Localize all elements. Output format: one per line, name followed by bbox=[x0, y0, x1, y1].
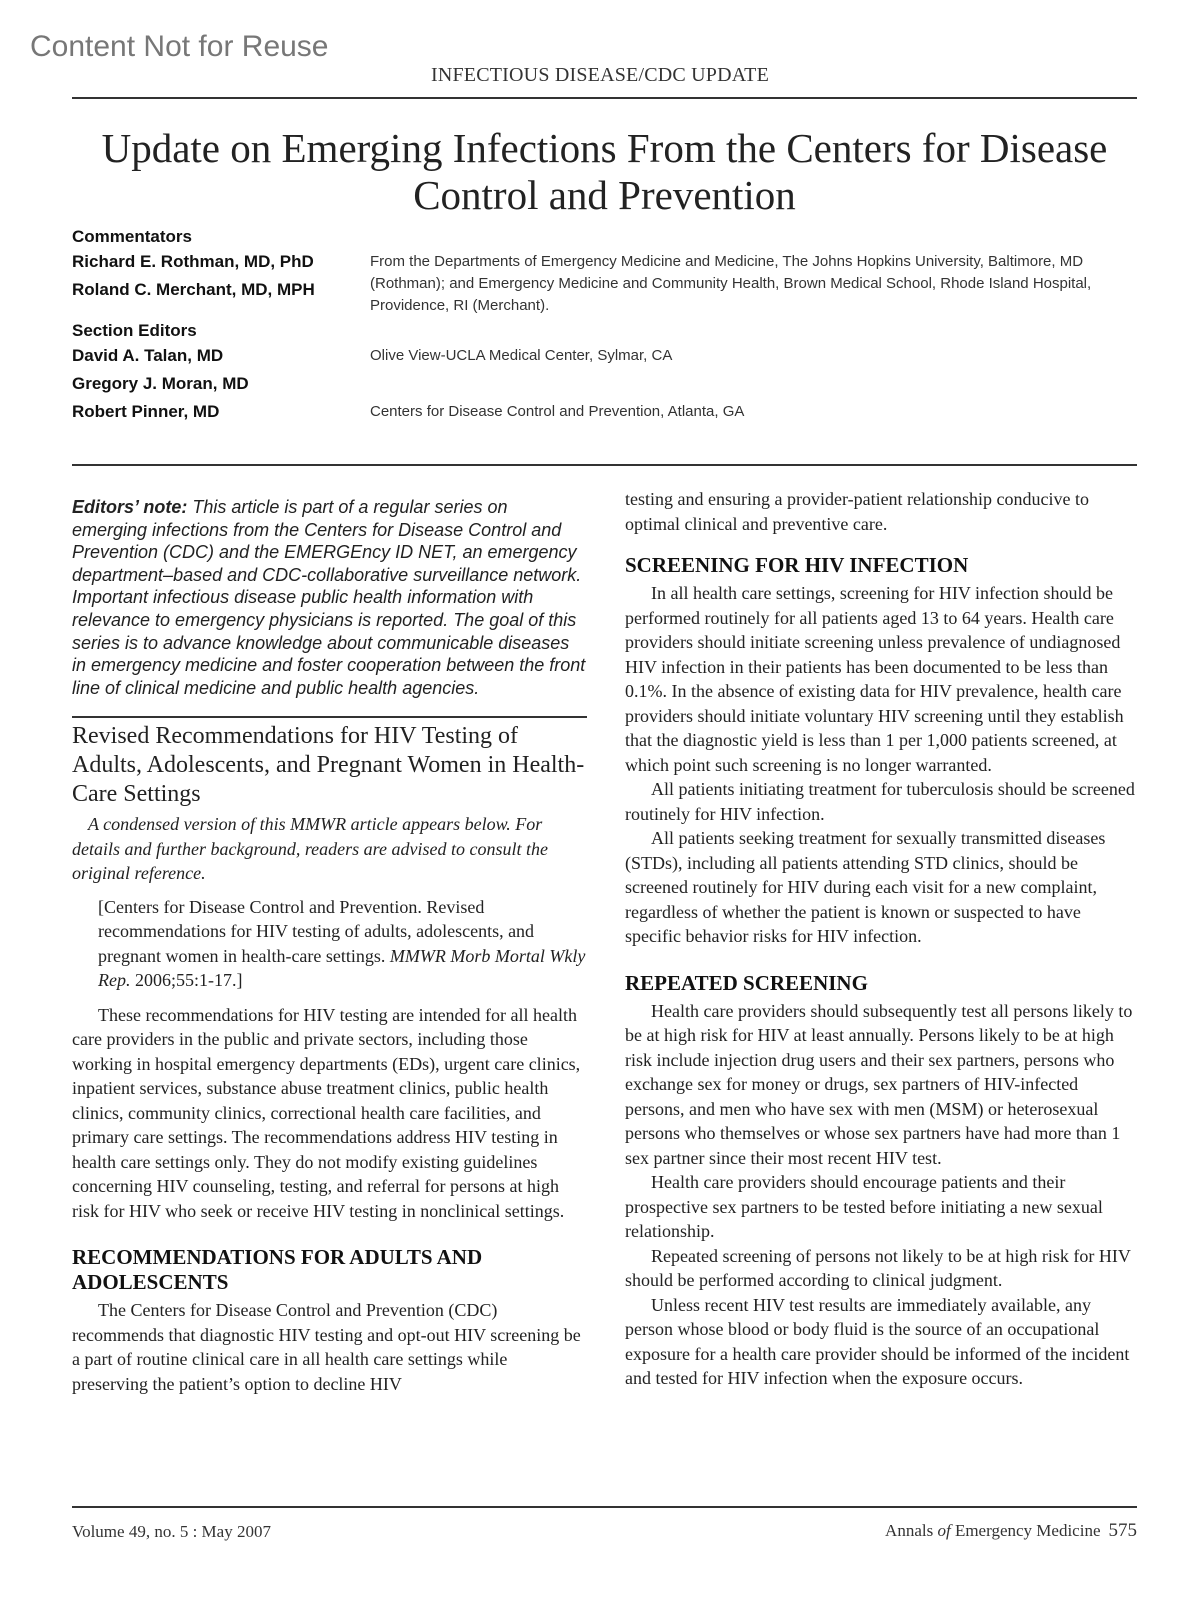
commentator-name: Roland C. Merchant, MD, MPH bbox=[72, 280, 315, 299]
citation-suffix: 2006;55:1-17.] bbox=[130, 970, 243, 991]
citation bbox=[72, 895, 587, 993]
article-title: Revised Recommendations for HIV Testing of Adults, Adolescents, and Pregnant Women in Health-Care Settings bbox=[72, 723, 585, 808]
left-column bbox=[72, 496, 587, 1396]
repeated-paragraph-1: Health care providers should subsequently test all persons likely to be at high risk for HIV at least annually. Persons likely to be at high risk include injection drug users and their sex partners, persons who exchange sex for money or drugs, sex partners of HIV-infected persons, and men who have sex with men (MSM) or heterosexual persons who themselves or whose sex partners have had more than 1 sex partner since their most recent HIV test. bbox=[625, 1000, 1133, 1168]
credits-rule bbox=[72, 464, 1137, 466]
commentators-row bbox=[72, 248, 1137, 314]
footer-rule bbox=[72, 1506, 1137, 1508]
commentator-name: Richard E. Rothman, MD, PhD bbox=[72, 252, 314, 271]
repeated-paragraph-3: Repeated screening of persons not likely to be at high risk for HIV should be performed according to clinical judgment. bbox=[625, 1245, 1131, 1290]
page-number: 575 bbox=[1108, 1520, 1137, 1541]
editors-note bbox=[72, 496, 587, 699]
credits-block bbox=[72, 226, 1137, 426]
section-editors-affiliation-2: Centers for Disease Control and Prevention, Atlanta, GA bbox=[370, 403, 745, 420]
footer-journal-pre: Annals bbox=[885, 1521, 938, 1540]
section-editor-name: Gregory J. Moran, MD bbox=[72, 374, 249, 393]
citation-journal: MMWR Morb Mortal Wkly Rep. bbox=[98, 945, 586, 991]
screening-paragraph-2: All patients initiating treatment for tuberculosis should be screened routinely for HIV infection. bbox=[625, 779, 1135, 824]
running-head: INFECTIOUS DISEASE/CDC UPDATE bbox=[430, 64, 770, 86]
section-editors-row bbox=[72, 342, 1137, 426]
footer-journal-of: of bbox=[937, 1521, 951, 1540]
footer-volume: Volume 49, no. 5 : May 2007 bbox=[72, 1522, 271, 1541]
editors-note-text: This article is part of a regular series on emerging infections from the Centers for Disease Control and Prevention (CDC) and the EMERGEncy ID NET, an emergency department–based and CDC-collaborative surveillance network. Important infectious disease public health information with relevance to emergency physicians is reported. The goal of this series is to advance knowledge about communicable diseases in emergency medicine and foster cooperation between the front line of clinical medicine and public health agencies. bbox=[72, 497, 586, 698]
editors-note-label: Editors’ note: bbox=[72, 497, 188, 517]
condensed-note: A condensed version of this MMWR article appears below. For details and further background, readers are advised to consult the original reference. bbox=[72, 814, 548, 884]
adults-paragraph: The Centers for Disease Control and Prevention (CDC) recommends that diagnostic HIV testing and opt-out HIV screening be a part of routine clinical care in all health care settings while preserving the patient’s option to decline HIV bbox=[72, 1300, 581, 1394]
section-editors-affiliation-1: Olive View-UCLA Medical Center, Sylmar, CA bbox=[370, 347, 673, 364]
article-main-title: Update on Emerging Infections From the Centers for Disease Control and Prevention bbox=[101, 125, 1108, 218]
section-editor-name: Robert Pinner, MD bbox=[72, 402, 220, 421]
section-heading-repeated: REPEATED SCREENING bbox=[625, 970, 868, 995]
repeated-paragraph-2: Health care providers should encourage patients and their prospective sex partners to be tested before initiating a new sexual relationship. bbox=[625, 1172, 1103, 1241]
commentators-affiliation: From the Departments of Emergency Medicine and Medicine, The Johns Hopkins University, Baltimore, MD (Rothman); and Emergency Medicine and Community Health, Brown Medical School, Rhode Island Hospital, Providence, RI (Merchant). bbox=[370, 253, 1092, 314]
header-rule bbox=[72, 97, 1137, 99]
right-column bbox=[625, 489, 1140, 1391]
adults-paragraph-continued: testing and ensuring a provider-patient relationship conducive to optimal clinical and preventive care. bbox=[625, 489, 1090, 534]
citation-prefix: [Centers for Disease Control and Prevention. Revised recommendations for HIV testing of adults, adolescents, and pregnant women in health-care settings. bbox=[98, 896, 535, 966]
repeated-paragraph-4: Unless recent HIV test results are immediately available, any person whose blood or body fluid is the source of an occupational exposure for a health care provider should be informed of the incident and tested for HIV infection when the exposure occurs. bbox=[625, 1294, 1130, 1388]
section-editor-names bbox=[72, 342, 362, 426]
editors-note-rule bbox=[72, 716, 587, 718]
footer-journal-post: Emergency Medicine bbox=[950, 1521, 1101, 1540]
screening-paragraph-3: All patients seeking treatment for sexually transmitted diseases (STDs), including all patients attending STD clinics, should be screened routinely for HIV during each visit for a new complaint, regardless of whether the patient is known or suspected to have specific behavior risks for HIV infection. bbox=[625, 828, 1106, 946]
section-editor-name: David A. Talan, MD bbox=[72, 346, 224, 365]
footer-journal bbox=[885, 1520, 1137, 1542]
commentators-heading: Commentators bbox=[72, 227, 192, 246]
intro-paragraph: These recommendations for HIV testing are intended for all health care providers in the public and private sectors, including those working in hospital emergency departments (EDs), urgent care clinics, inpatient services, substance abuse treatment clinics, public health clinics, community clinics, correctional health care facilities, and primary care settings. The recommendations address HIV testing in health care settings only. They do not modify existing guidelines concerning HIV counseling, testing, and referral for persons at high risk for HIV who seek or receive HIV testing in nonclinical settings. bbox=[72, 1004, 581, 1221]
commentator-names bbox=[72, 248, 362, 304]
section-editors-heading: Section Editors bbox=[72, 321, 197, 340]
screening-paragraph-1: In all health care settings, screening for HIV infection should be performed routinely for all patients aged 13 to 64 years. Health care providers should initiate screening unless prevalence of undiagnosed HIV infection in their patients has been documented to be less than 0.1%. In the absence of existing data for HIV prevalence, health care providers should initiate voluntary HIV screening until they establish that the diagnostic yield is less than 1 per 1,000 patients screened, at which point such screening is no longer warranted. bbox=[625, 583, 1124, 775]
section-heading-adults: RECOMMENDATIONS FOR ADULTS AND ADOLESCENTS bbox=[72, 1245, 483, 1295]
watermark: Content Not for Reuse bbox=[30, 30, 329, 63]
section-heading-screening: SCREENING FOR HIV INFECTION bbox=[625, 553, 969, 577]
